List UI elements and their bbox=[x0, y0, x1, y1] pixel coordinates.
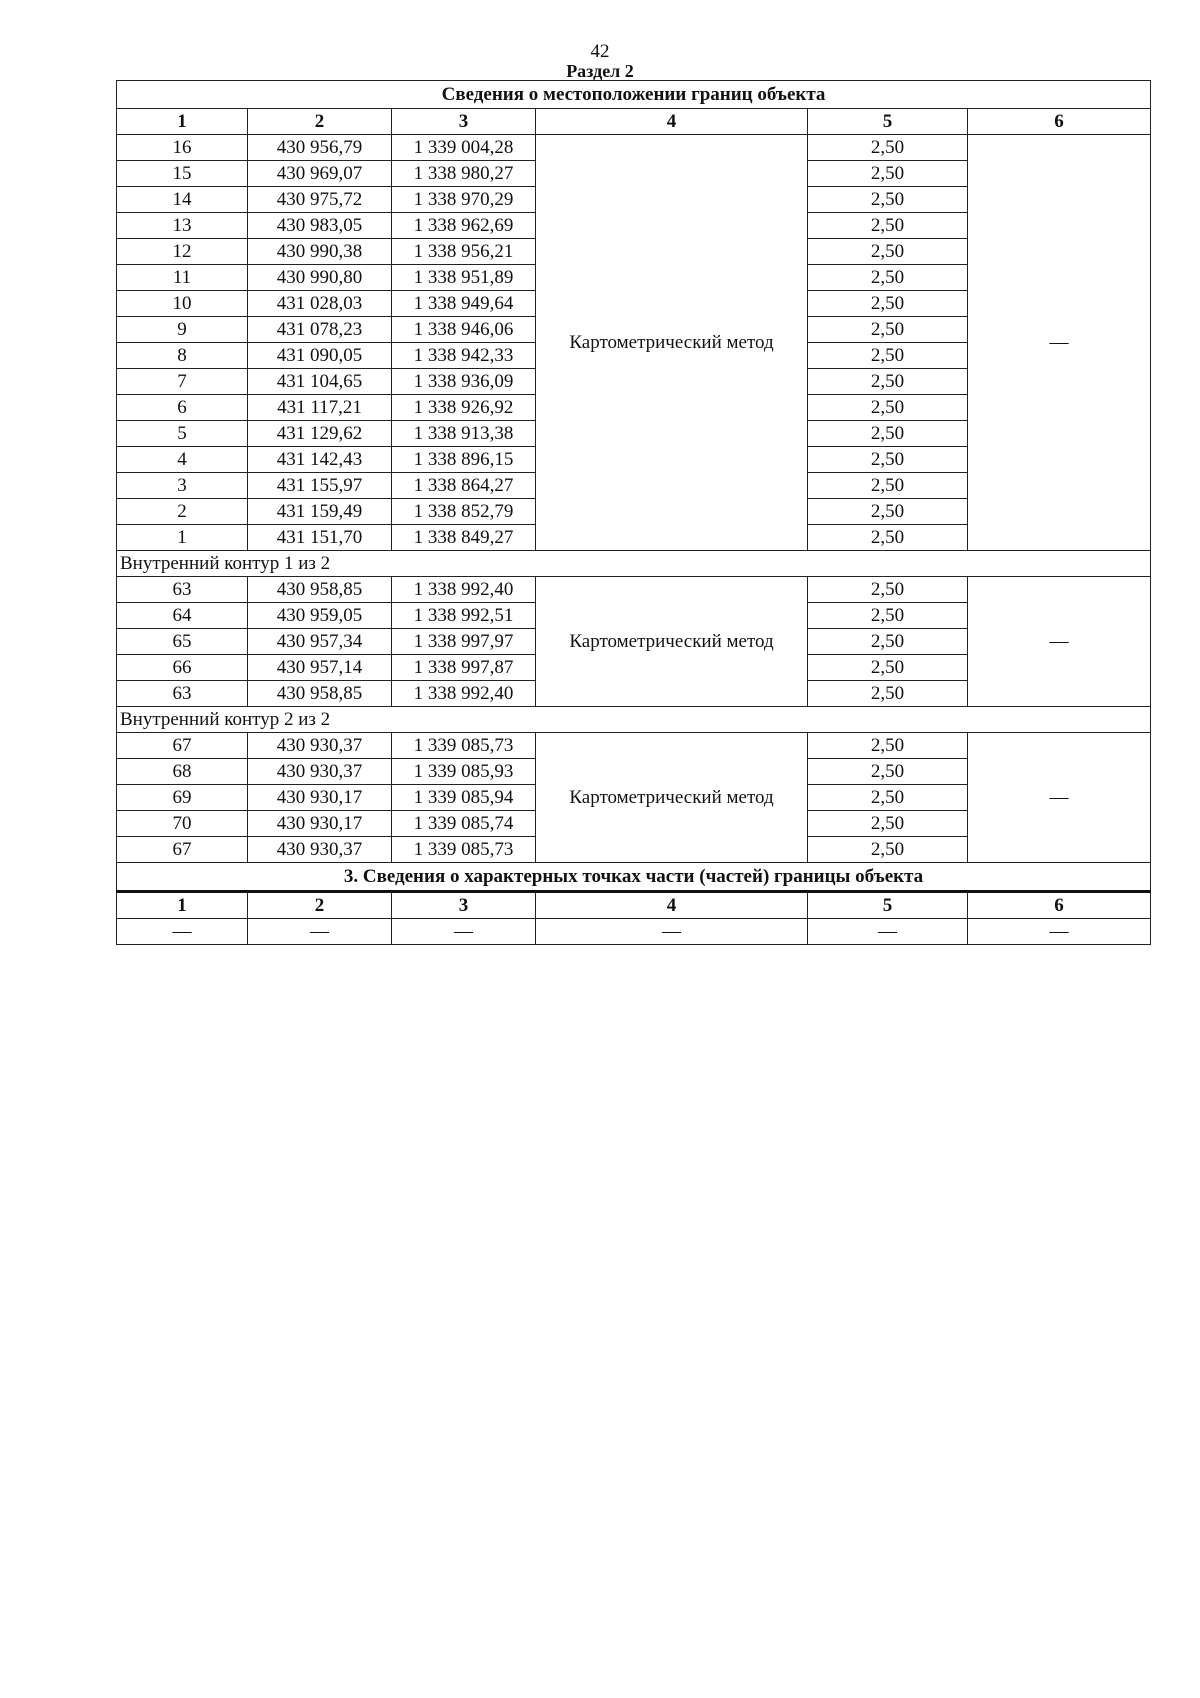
point-number-cell: 1 bbox=[117, 525, 248, 551]
y-coordinate-cell: 1 338 980,27 bbox=[392, 161, 536, 187]
x-coordinate-cell: 430 990,38 bbox=[248, 239, 392, 265]
point-number-cell: 8 bbox=[117, 343, 248, 369]
point-number-cell: 67 bbox=[117, 733, 248, 759]
table-title-row bbox=[117, 81, 1151, 109]
point-number-cell: 11 bbox=[117, 265, 248, 291]
y-coordinate-cell: 1 338 992,40 bbox=[392, 681, 536, 707]
point-number-cell: 5 bbox=[117, 421, 248, 447]
y-coordinate-cell: 1 338 849,27 bbox=[392, 525, 536, 551]
x-coordinate-cell: 431 129,62 bbox=[248, 421, 392, 447]
x-coordinate-cell: 430 956,79 bbox=[248, 135, 392, 161]
accuracy-cell: 2,50 bbox=[808, 577, 968, 603]
point-number-cell: 67 bbox=[117, 837, 248, 863]
accuracy-cell: 2,50 bbox=[808, 447, 968, 473]
method-cell: Картометрический метод bbox=[536, 733, 808, 863]
table-row bbox=[117, 135, 1151, 161]
empty-value-cell: — bbox=[536, 919, 808, 945]
accuracy-cell: 2,50 bbox=[808, 811, 968, 837]
x-coordinate-cell: 430 957,14 bbox=[248, 655, 392, 681]
column-header: 3 bbox=[392, 109, 536, 135]
y-coordinate-cell: 1 339 085,94 bbox=[392, 785, 536, 811]
point-number-cell: 12 bbox=[117, 239, 248, 265]
x-coordinate-cell: 430 930,17 bbox=[248, 785, 392, 811]
point-number-cell: 15 bbox=[117, 161, 248, 187]
x-coordinate-cell: 430 930,37 bbox=[248, 733, 392, 759]
contour-label: Внутренний контур 1 из 2 bbox=[117, 551, 1151, 577]
y-coordinate-cell: 1 338 942,33 bbox=[392, 343, 536, 369]
y-coordinate-cell: 1 338 936,09 bbox=[392, 369, 536, 395]
x-coordinate-cell: 430 990,80 bbox=[248, 265, 392, 291]
x-coordinate-cell: 431 028,03 bbox=[248, 291, 392, 317]
accuracy-cell: 2,50 bbox=[808, 369, 968, 395]
column-header: 5 bbox=[808, 892, 968, 919]
x-coordinate-cell: 430 958,85 bbox=[248, 681, 392, 707]
accuracy-cell: 2,50 bbox=[808, 655, 968, 681]
y-coordinate-cell: 1 339 085,73 bbox=[392, 837, 536, 863]
y-coordinate-cell: 1 338 956,21 bbox=[392, 239, 536, 265]
accuracy-cell: 2,50 bbox=[808, 291, 968, 317]
table-row bbox=[117, 577, 1151, 603]
description-cell: — bbox=[968, 135, 1151, 551]
x-coordinate-cell: 430 930,37 bbox=[248, 759, 392, 785]
accuracy-cell: 2,50 bbox=[808, 759, 968, 785]
accuracy-cell: 2,50 bbox=[808, 473, 968, 499]
accuracy-cell: 2,50 bbox=[808, 629, 968, 655]
point-number-cell: 6 bbox=[117, 395, 248, 421]
point-number-cell: 69 bbox=[117, 785, 248, 811]
y-coordinate-cell: 1 338 949,64 bbox=[392, 291, 536, 317]
x-coordinate-cell: 430 930,17 bbox=[248, 811, 392, 837]
y-coordinate-cell: 1 338 852,79 bbox=[392, 499, 536, 525]
y-coordinate-cell: 1 338 970,29 bbox=[392, 187, 536, 213]
boundary-table bbox=[116, 80, 1151, 945]
accuracy-cell: 2,50 bbox=[808, 395, 968, 421]
y-coordinate-cell: 1 339 085,74 bbox=[392, 811, 536, 837]
column-header: 2 bbox=[248, 109, 392, 135]
point-number-cell: 68 bbox=[117, 759, 248, 785]
description-cell: — bbox=[968, 733, 1151, 863]
point-number-cell: 7 bbox=[117, 369, 248, 395]
table-row bbox=[117, 733, 1151, 759]
y-coordinate-cell: 1 338 864,27 bbox=[392, 473, 536, 499]
empty-value-cell: — bbox=[808, 919, 968, 945]
empty-value-cell: — bbox=[392, 919, 536, 945]
accuracy-cell: 2,50 bbox=[808, 421, 968, 447]
point-number-cell: 2 bbox=[117, 499, 248, 525]
column-header: 3 bbox=[392, 892, 536, 919]
x-coordinate-cell: 431 090,05 bbox=[248, 343, 392, 369]
accuracy-cell: 2,50 bbox=[808, 603, 968, 629]
point-number-cell: 64 bbox=[117, 603, 248, 629]
point-number-cell: 4 bbox=[117, 447, 248, 473]
column-header: 6 bbox=[968, 892, 1151, 919]
point-number-cell: 70 bbox=[117, 811, 248, 837]
point-number-cell: 63 bbox=[117, 577, 248, 603]
x-coordinate-cell: 431 078,23 bbox=[248, 317, 392, 343]
point-number-cell: 63 bbox=[117, 681, 248, 707]
y-coordinate-cell: 1 338 951,89 bbox=[392, 265, 536, 291]
column-header: 2 bbox=[248, 892, 392, 919]
section3-title: 3. Сведения о характерных точках части (частей) границы объекта bbox=[117, 863, 1151, 892]
accuracy-cell: 2,50 bbox=[808, 265, 968, 291]
y-coordinate-cell: 1 339 085,93 bbox=[392, 759, 536, 785]
x-coordinate-cell: 430 930,37 bbox=[248, 837, 392, 863]
point-number-cell: 13 bbox=[117, 213, 248, 239]
section3-header-row bbox=[117, 892, 1151, 919]
empty-value-cell: — bbox=[117, 919, 248, 945]
x-coordinate-cell: 431 104,65 bbox=[248, 369, 392, 395]
accuracy-cell: 2,50 bbox=[808, 343, 968, 369]
table-title: Сведения о местоположении границ объекта bbox=[117, 81, 1151, 109]
accuracy-cell: 2,50 bbox=[808, 837, 968, 863]
y-coordinate-cell: 1 338 997,87 bbox=[392, 655, 536, 681]
accuracy-cell: 2,50 bbox=[808, 785, 968, 811]
point-number-cell: 9 bbox=[117, 317, 248, 343]
x-coordinate-cell: 431 117,21 bbox=[248, 395, 392, 421]
page-number: 42 bbox=[590, 41, 610, 62]
point-number-cell: 3 bbox=[117, 473, 248, 499]
column-header: 5 bbox=[808, 109, 968, 135]
point-number-cell: 14 bbox=[117, 187, 248, 213]
x-coordinate-cell: 431 142,43 bbox=[248, 447, 392, 473]
contour-label-row bbox=[117, 551, 1151, 577]
method-cell: Картометрический метод bbox=[536, 135, 808, 551]
accuracy-cell: 2,50 bbox=[808, 317, 968, 343]
x-coordinate-cell: 431 155,97 bbox=[248, 473, 392, 499]
point-number-cell: 66 bbox=[117, 655, 248, 681]
y-coordinate-cell: 1 338 992,51 bbox=[392, 603, 536, 629]
accuracy-cell: 2,50 bbox=[808, 239, 968, 265]
column-header-row bbox=[117, 109, 1151, 135]
accuracy-cell: 2,50 bbox=[808, 187, 968, 213]
x-coordinate-cell: 430 959,05 bbox=[248, 603, 392, 629]
accuracy-cell: 2,50 bbox=[808, 161, 968, 187]
accuracy-cell: 2,50 bbox=[808, 733, 968, 759]
section-title: Раздел 2 bbox=[566, 61, 634, 81]
y-coordinate-cell: 1 338 926,92 bbox=[392, 395, 536, 421]
x-coordinate-cell: 430 975,72 bbox=[248, 187, 392, 213]
accuracy-cell: 2,50 bbox=[808, 499, 968, 525]
x-coordinate-cell: 431 151,70 bbox=[248, 525, 392, 551]
point-number-cell: 65 bbox=[117, 629, 248, 655]
description-cell: — bbox=[968, 577, 1151, 707]
accuracy-cell: 2,50 bbox=[808, 213, 968, 239]
section3-title-row bbox=[117, 863, 1151, 892]
x-coordinate-cell: 430 958,85 bbox=[248, 577, 392, 603]
column-header: 4 bbox=[536, 892, 808, 919]
column-header: 1 bbox=[117, 892, 248, 919]
y-coordinate-cell: 1 338 896,15 bbox=[392, 447, 536, 473]
column-header: 1 bbox=[117, 109, 248, 135]
contour-label: Внутренний контур 2 из 2 bbox=[117, 707, 1151, 733]
x-coordinate-cell: 430 957,34 bbox=[248, 629, 392, 655]
x-coordinate-cell: 430 969,07 bbox=[248, 161, 392, 187]
accuracy-cell: 2,50 bbox=[808, 681, 968, 707]
point-number-cell: 16 bbox=[117, 135, 248, 161]
x-coordinate-cell: 431 159,49 bbox=[248, 499, 392, 525]
point-number-cell: 10 bbox=[117, 291, 248, 317]
y-coordinate-cell: 1 338 946,06 bbox=[392, 317, 536, 343]
column-header: 6 bbox=[968, 109, 1151, 135]
column-header: 4 bbox=[536, 109, 808, 135]
method-cell: Картометрический метод bbox=[536, 577, 808, 707]
empty-value-cell: — bbox=[248, 919, 392, 945]
accuracy-cell: 2,50 bbox=[808, 525, 968, 551]
y-coordinate-cell: 1 338 992,40 bbox=[392, 577, 536, 603]
y-coordinate-cell: 1 338 913,38 bbox=[392, 421, 536, 447]
y-coordinate-cell: 1 338 962,69 bbox=[392, 213, 536, 239]
x-coordinate-cell: 430 983,05 bbox=[248, 213, 392, 239]
y-coordinate-cell: 1 339 085,73 bbox=[392, 733, 536, 759]
y-coordinate-cell: 1 338 997,97 bbox=[392, 629, 536, 655]
contour-label-row bbox=[117, 707, 1151, 733]
table-row bbox=[117, 919, 1151, 945]
y-coordinate-cell: 1 339 004,28 bbox=[392, 135, 536, 161]
accuracy-cell: 2,50 bbox=[808, 135, 968, 161]
empty-value-cell: — bbox=[968, 919, 1151, 945]
